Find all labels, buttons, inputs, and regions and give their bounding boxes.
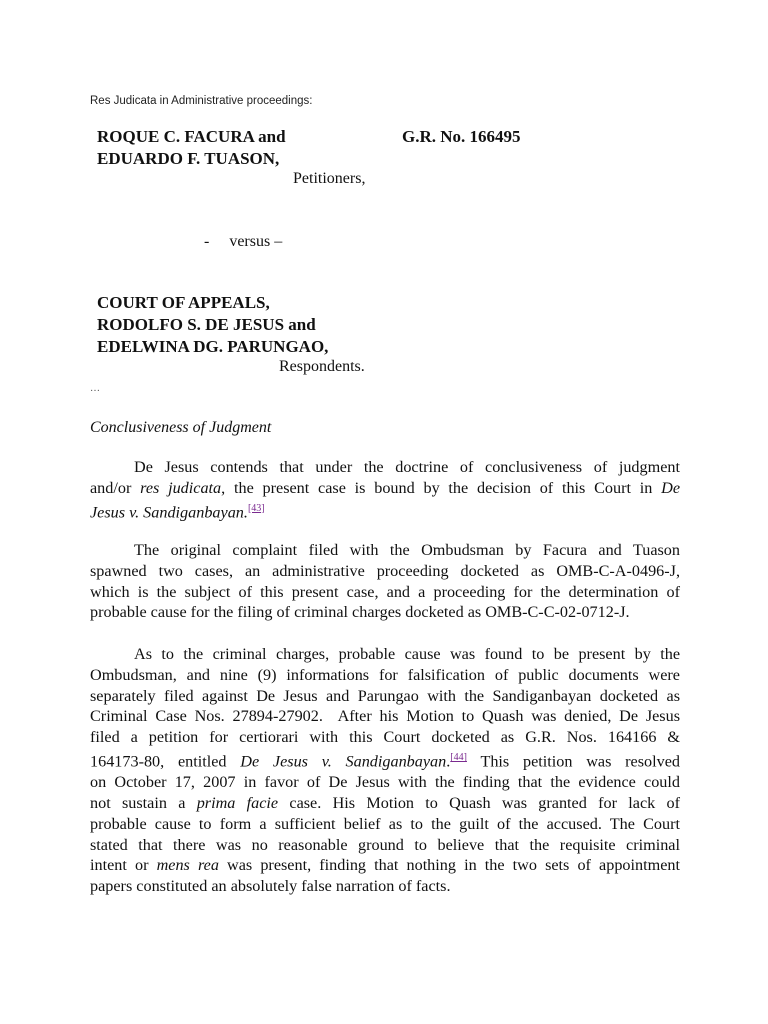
text-line: As to the criminal charges, probable cause was found to be present by the <box>134 645 680 663</box>
text-line: The original complaint filed with the Ombudsman by Facura and Tuason <box>134 541 680 559</box>
footnote-link-43[interactable]: [43] <box>247 502 265 514</box>
text-line: Criminal Case Nos. 27894-27902. After his Motion to Quash was denied, De Jesus <box>90 707 680 726</box>
paragraph-conclusiveness <box>90 457 680 523</box>
text-line: Ombudsman, and nine (9) informations for falsification of public documents were <box>90 665 680 684</box>
text-line: not sustain a prima facie case. His Motion to Quash was granted for lack of <box>90 793 680 812</box>
footnote-link-44[interactable]: [44] <box>450 751 467 763</box>
text-line: 164173-80, entitled De Jesus v. Sandiganbayan.[44] This petition was resolved <box>90 751 680 771</box>
page-heading: Res Judicata in Administrative proceedings: <box>90 95 313 107</box>
text-line: on October 17, 2007 in favor of De Jesus with the finding that the evidence could <box>90 773 680 792</box>
text-line: De Jesus contends that under the doctrine of conclusiveness of judgment <box>134 458 680 476</box>
respondent-name: COURT OF APPEALS, <box>97 293 270 312</box>
text-line: papers constituted an absolutely false narration of facts. <box>90 877 451 896</box>
text-line: filed a petition for certiorari with this Court docketed as G.R. Nos. 164166 & <box>90 728 680 747</box>
section-title: Conclusiveness of Judgment <box>90 419 272 436</box>
text-line: spawned two cases, an administrative proceeding docketed as OMB-C-A-0496-J, <box>90 561 680 580</box>
text-line: Jesus v. Sandiganbayan.[43] <box>90 502 265 521</box>
text-line: probable cause for the filing of criminal charges docketed as OMB-C-C-02-0712-J. <box>90 603 630 622</box>
text-line: probable cause to form a sufficient belief as to the guilt of the accused. The Court <box>90 814 680 833</box>
text-line: stated that there was no reasonable ground to believe that the requisite criminal <box>90 835 680 854</box>
text-line: separately filed against De Jesus and Parungao with the Sandiganbayan docketed as <box>90 686 680 705</box>
petitioner-name: EDUARDO F. TUASON, <box>97 149 280 168</box>
text-line: and/or res judicata, the present case is bound by the decision of this Court in De <box>90 478 680 497</box>
respondent-name: EDELWINA DG. PARUNGAO, <box>97 337 329 356</box>
omission-ellipsis: … <box>90 383 100 394</box>
respondents-label: Respondents. <box>279 358 365 375</box>
petitioner-name: ROQUE C. FACURA and <box>97 127 286 146</box>
text-line: which is the subject of this present case, and a proceeding for the determination of <box>90 582 680 601</box>
versus-label: - versus – <box>204 233 283 250</box>
petitioners-label: Petitioners, <box>293 170 366 187</box>
respondent-name: RODOLFO S. DE JESUS and <box>97 315 316 334</box>
text-line: intent or mens rea was present, finding that nothing in the two sets of appointment <box>90 856 680 875</box>
paragraph-original-complaint <box>90 540 680 623</box>
paragraph-criminal-charges <box>90 644 680 897</box>
case-number: G.R. No. 166495 <box>402 127 521 146</box>
